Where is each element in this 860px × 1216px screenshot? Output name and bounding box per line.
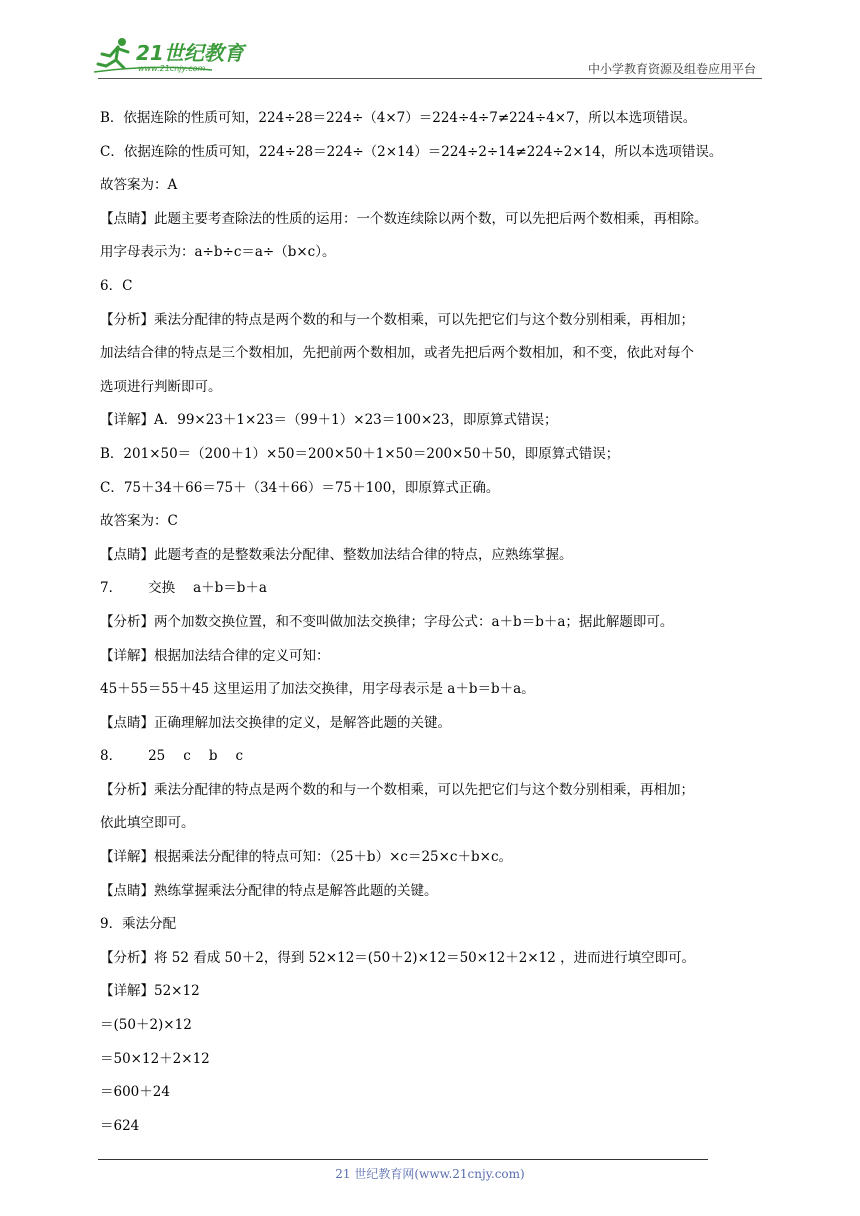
text-line: 【点睛】正确理解加法交换律的定义，是解答此题的关键。 bbox=[100, 714, 451, 731]
document-body bbox=[100, 102, 772, 1143]
text-line: 45＋55＝55＋45 这里运用了加法交换律，用字母表示是 a＋b＝b＋a。 bbox=[100, 681, 535, 698]
text-line: 【点睛】此题考查的是整数乘法分配律、整数加法结合律的特点，应熟练掌握。 bbox=[100, 546, 573, 563]
text-line: 用字母表示为：a÷b÷c＝a÷（b×c）。 bbox=[100, 244, 336, 261]
logo-runner-icon bbox=[92, 36, 262, 76]
question-number: 6．C bbox=[100, 277, 133, 294]
text-line: B．依据连除的性质可知，224÷28＝224÷（4×7）＝224÷4÷7≠224÷4×7，所以本选项错误。 bbox=[100, 110, 697, 126]
text-line: 【点睛】此题主要考查除法的性质的运用：一个数连续除以两个数，可以先把后两个数相乘，再相除。 bbox=[100, 210, 708, 227]
text-line: 故答案为：C bbox=[100, 513, 178, 530]
text-line: 选项进行判断即可。 bbox=[100, 378, 222, 395]
text-line: 【分析】乘法分配律的特点是两个数的和与一个数相乘，可以先把它们与这个数分别相乘，再相加； bbox=[100, 311, 694, 328]
answer-blank: c bbox=[235, 748, 244, 765]
header-divider bbox=[98, 78, 762, 79]
logo-text: 21世纪教育 bbox=[136, 41, 244, 65]
text-line: 【分析】乘法分配律的特点是两个数的和与一个数相乘，可以先把它们与这个数分别相乘，再相加； bbox=[100, 781, 694, 798]
answer-blank: c bbox=[183, 748, 191, 765]
text-line: 【点睛】熟练掌握乘法分配律的特点是解答此题的关键。 bbox=[100, 882, 438, 899]
text-line: C．75＋34＋66＝75＋（34＋66）＝75＋100，即原算式正确。 bbox=[100, 479, 500, 496]
question-number: 7． bbox=[100, 580, 123, 597]
text-line: 【详解】根据乘法分配律的特点可知：（25＋b）×c＝25×c＋b×c。 bbox=[100, 849, 513, 866]
equation-step: ＝50×12＋2×12 bbox=[100, 1050, 210, 1067]
equation-step: ＝(50＋2)×12 bbox=[100, 1017, 192, 1034]
footer-link[interactable]: 21 世纪教育网(www.21cnjy.com) bbox=[335, 1167, 525, 1181]
answer-blank: a＋b＝b＋a bbox=[193, 580, 267, 597]
answer-blank: b bbox=[208, 748, 218, 765]
text-line: 【详解】根据加法结合律的定义可知： bbox=[100, 647, 330, 664]
equation-step: ＝624 bbox=[100, 1117, 140, 1134]
equation-step: ＝600＋24 bbox=[100, 1084, 170, 1101]
text-line: 【详解】52×12 bbox=[100, 983, 200, 1000]
question-number: 9．乘法分配 bbox=[100, 916, 177, 933]
answer-blank: 25 bbox=[148, 748, 166, 765]
text-line: 加法结合律的特点是三个数相加，先把前两个数相加，或者先把后两个数相加，和不变，依此对每个 bbox=[100, 345, 694, 362]
question-8-answer bbox=[100, 740, 772, 774]
site-logo[interactable] bbox=[92, 36, 262, 76]
text-line: 故答案为：A bbox=[100, 177, 178, 194]
text-line: C．依据连除的性质可知，224÷28＝224÷（2×14）＝224÷2÷14≠224÷2×14，所以本选项错误。 bbox=[100, 143, 723, 160]
question-7-answer bbox=[100, 572, 772, 606]
header-platform-text: 中小学教育资源及组卷应用平台 bbox=[587, 62, 756, 76]
text-line: 【分析】两个加数交换位置，和不变叫做加法交换律；字母公式：a＋b＝b＋a；据此解题即可。 bbox=[100, 613, 674, 630]
logo-url: www.21cnjy.com bbox=[138, 64, 206, 73]
page-header bbox=[0, 0, 860, 80]
text-line: 【详解】A．99×23＋1×23＝（99＋1）×23＝100×23，即原算式错误； bbox=[100, 412, 558, 429]
text-line: 依此填空即可。 bbox=[100, 815, 195, 832]
text-line: 【分析】将 52 看成 50＋2，得到 52×12＝(50＋2)×12＝50×12＋2×12 ，进而进行填空即可。 bbox=[100, 949, 696, 966]
footer-divider bbox=[98, 1159, 708, 1160]
question-number: 8． bbox=[100, 748, 123, 765]
answer-blank: 交换 bbox=[148, 580, 176, 597]
text-line: B．201×50＝（200＋1）×50＝200×50＋1×50＝200×50＋50，即原算式错误； bbox=[100, 445, 620, 462]
